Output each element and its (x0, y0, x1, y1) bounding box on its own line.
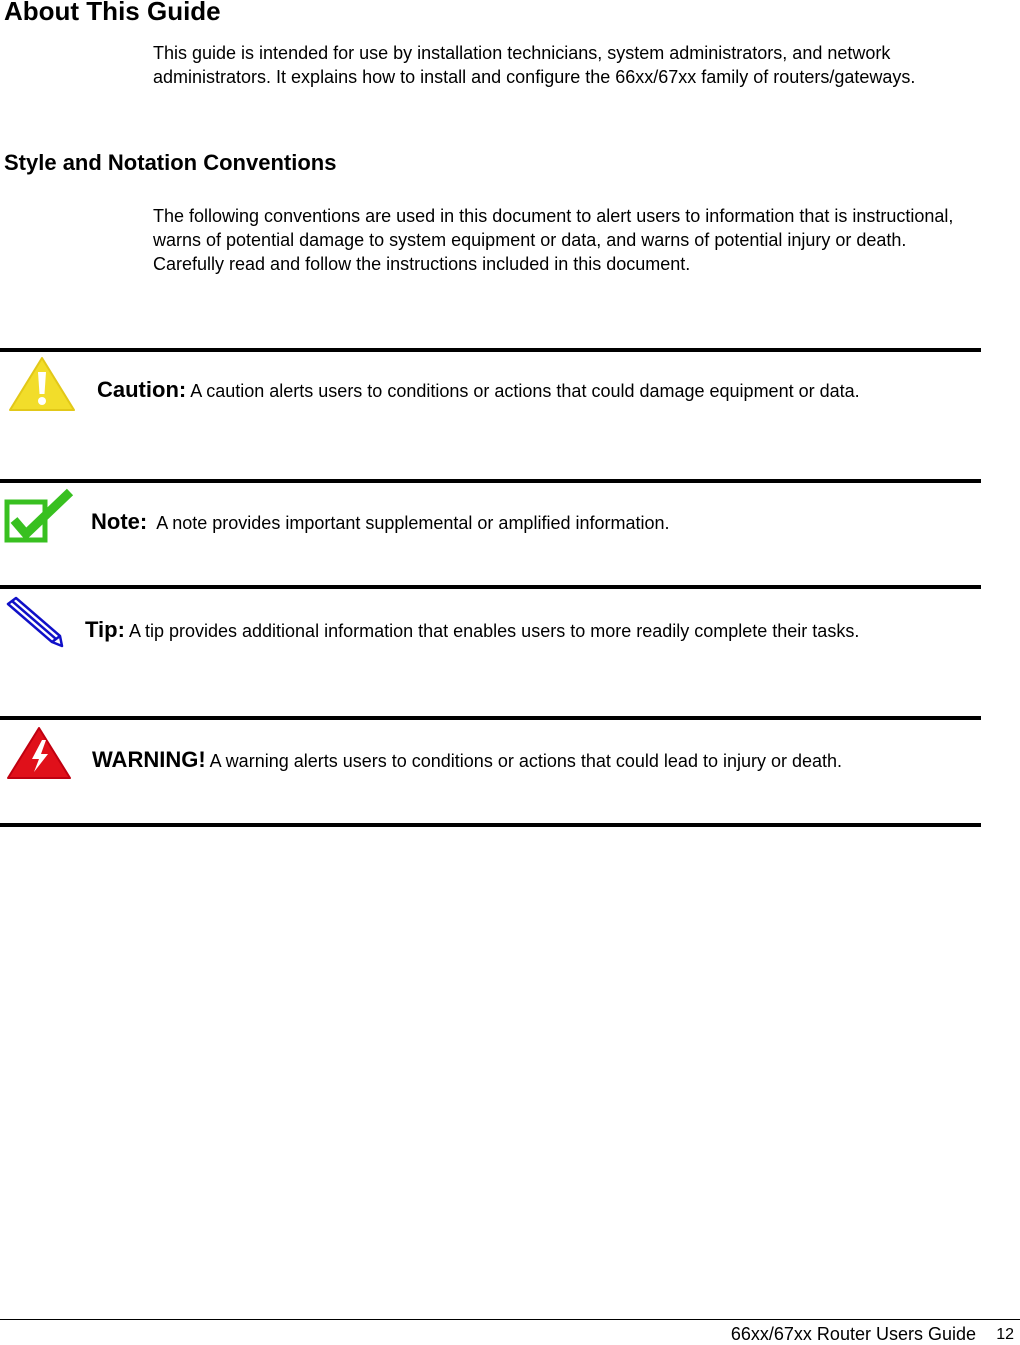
checkmark-icon (4, 488, 74, 549)
note-text: A note provides important supplemental or amplified information. (156, 513, 670, 533)
tip-text: A tip provides additional information that enables users to more readily complete their tasks. (128, 621, 860, 641)
section-heading: Style and Notation Conventions (4, 150, 337, 175)
divider (0, 585, 981, 589)
divider (0, 823, 981, 827)
tip-label: Tip: (85, 617, 125, 642)
page-number: 12 (996, 1326, 1014, 1343)
caution-icon (8, 356, 76, 417)
pencil-icon (6, 596, 66, 655)
caution-text: A caution alerts users to conditions or actions that could damage equipment or data. (190, 381, 860, 401)
intro-paragraph: This guide is intended for use by installation technicians, system administrators, and network administrators. It explains how to install and configure the 66xx/67xx family of routers/gateways. (153, 43, 916, 87)
note-label: Note: (91, 509, 148, 534)
warning-text: A warning alerts users to conditions or actions that could lead to injury or death. (209, 751, 843, 771)
note-notice (91, 510, 961, 535)
conventions-paragraph: The following conventions are used in this document to alert users to information that is instructional, warns of potential damage to system equipment or data, and warns of potential injury or death. Carefully read and follow the instructions included in this document. (153, 206, 954, 274)
divider (0, 716, 981, 720)
footer-divider (0, 1319, 1020, 1320)
warning-notice (92, 748, 972, 773)
warning-icon (6, 726, 72, 785)
caution-notice (97, 378, 967, 403)
divider (0, 348, 981, 352)
warning-label: WARNING! (92, 747, 206, 772)
divider (0, 479, 981, 483)
tip-notice (85, 618, 955, 643)
caution-label: Caution: (97, 377, 187, 402)
page-title: About This Guide (4, 0, 221, 26)
footer-title: 66xx/67xx Router Users Guide (730, 1324, 976, 1344)
